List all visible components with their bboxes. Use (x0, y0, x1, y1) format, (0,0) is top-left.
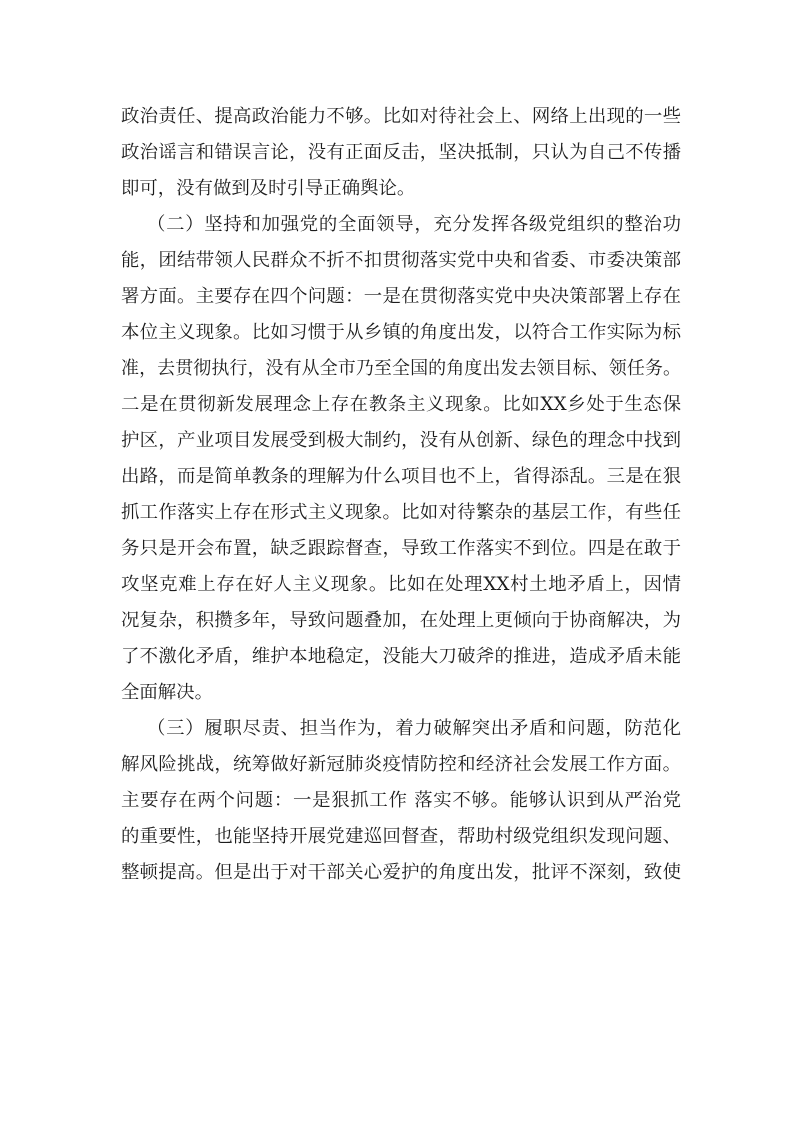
body-line: 解风险挑战，统筹做好新冠肺炎疫情防控和经济社会发展工作方面。 (121, 754, 681, 775)
body-line: 了不激化矛盾，维护本地稳定，没能大刀破斧的推进，造成矛盾未能 (121, 646, 681, 667)
body-line: 本位主义现象。比如习惯于从乡镇的角度出发，以符合工作实际为标 (121, 322, 681, 343)
body-line: 即可，没有做到及时引导正确舆论。 (121, 178, 416, 199)
body-line: 政治责任、提高政治能力不够。比如对待社会上、网络上出现的一些 (121, 106, 681, 127)
body-line: 主要存在两个问题：一是狠抓工作 落实不够。能够认识到从严治党 (121, 790, 681, 811)
body-line: 政治谣言和错误言论，没有正面反击，坚决抵制，只认为自己不传播 (121, 142, 681, 163)
body-line: 攻坚克难上存在好人主义现象。比如在处理XX村土地矛盾上，因情 (121, 574, 681, 595)
body-line: 抓工作落实上存在形式主义现象。比如对待繁杂的基层工作，有些任 (121, 502, 681, 523)
body-line: 能，团结带领人民群众不折不扣贯彻落实党中央和省委、市委决策部 (121, 250, 681, 271)
body-line: 出路，而是简单教条的理解为什么项目也不上，省得添乱。三是在狠 (121, 466, 681, 487)
body-line: 二是在贯彻新发展理念上存在教条主义现象。比如XX乡处于生态保 (121, 394, 681, 415)
body-line: 全面解决。 (121, 682, 213, 703)
body-line: 准，去贯彻执行，没有从全市乃至全国的角度出发去领目标、领任务。 (121, 358, 681, 379)
body-line: 的重要性，也能坚持开展党建巡回督查，帮助村级党组织发现问题、 (121, 826, 681, 847)
section-heading-line: （三）履职尽责、担当作为，着力破解突出矛盾和问题，防范化 (147, 718, 681, 739)
body-line: 况复杂，积攒多年，导致问题叠加，在处理上更倾向于协商解决，为 (121, 610, 681, 631)
body-line: 署方面。主要存在四个问题：一是在贯彻落实党中央决策部署上存在 (121, 286, 681, 307)
document-body (121, 99, 681, 891)
section-heading-line: （二）坚持和加强党的全面领导，充分发挥各级党组织的整治功 (147, 214, 681, 235)
body-line: 务只是开会布置，缺乏跟踪督查，导致工作落实不到位。四是在敢于 (121, 538, 681, 559)
body-line: 整顿提高。但是出于对干部关心爱护的角度出发，批评不深刻，致使 (121, 862, 681, 883)
body-line: 护区，产业项目发展受到极大制约，没有从创新、绿色的理念中找到 (121, 430, 681, 451)
